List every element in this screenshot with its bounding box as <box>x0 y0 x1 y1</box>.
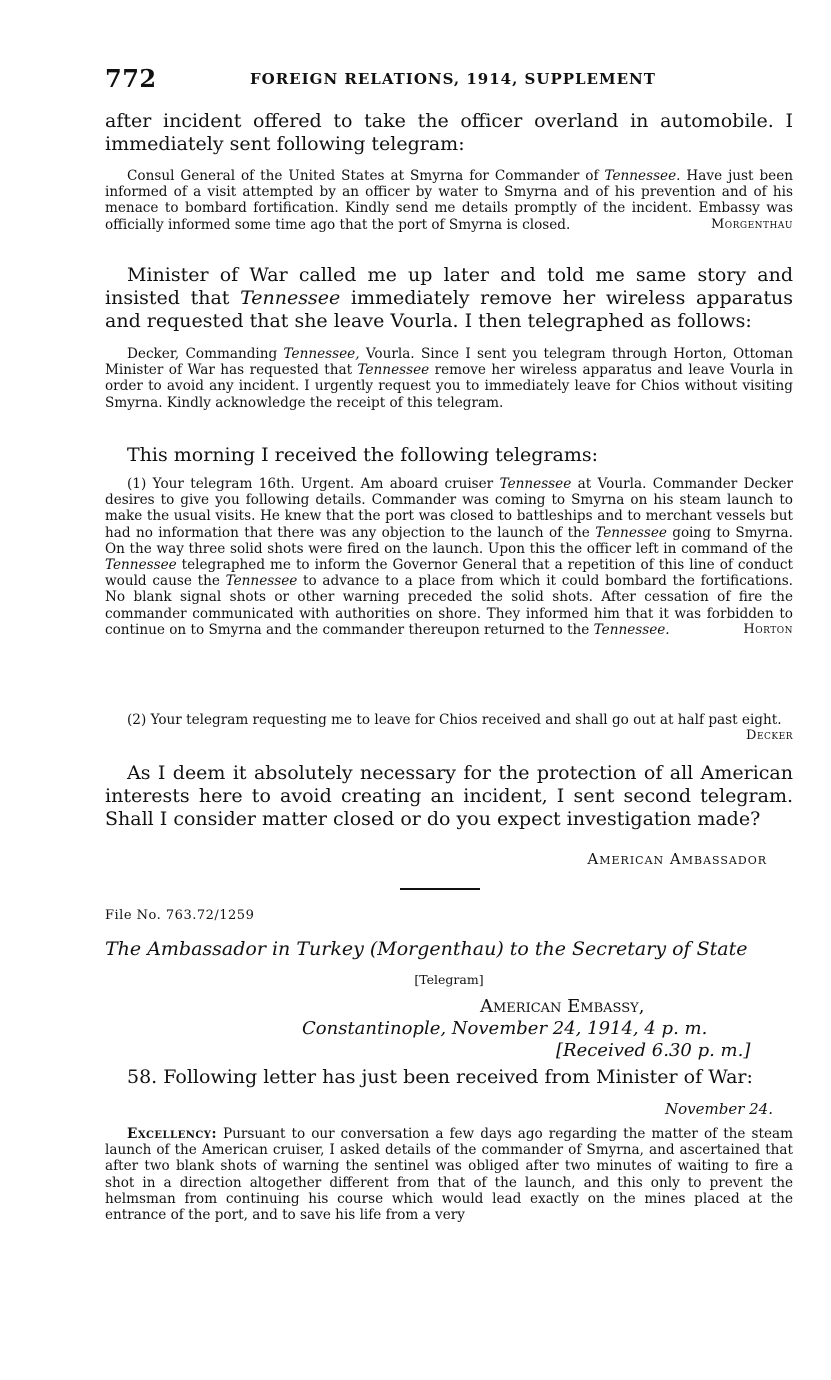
para-text-1: Minister of War called me up later and told me same story and insisted that <box>105 264 793 309</box>
sender-embassy: American Embassy, <box>480 996 645 1017</box>
section-divider <box>400 888 480 890</box>
telegram-text: (2) Your telegram requesting me to leave for Chios received and shall go out at half past eight. <box>127 712 782 728</box>
signature-horton: Horton <box>743 621 793 637</box>
telegram-text-3: remove her wireless apparatus and leave Vourla in order to avoid any incident. I urgently request you to immediately leave for Chios without visiting Smyrna. Kindly acknowledge the receipt of this telegram. <box>105 362 793 411</box>
received-time: [Received 6.30 p. m.] <box>556 1040 751 1061</box>
ship-name: Tennessee <box>225 573 298 590</box>
signature-decker: Decker <box>746 728 793 744</box>
letter-text: Pursuant to our conversation a few days ago regarding the matter of the steam launch of the American cruiser, I asked details of the commander of Smyrna, and ascertained that after two blank shots of warning the sentinel was obliged after two minutes of waiting to fire a shot in a direction altogether different from that of the launch, and this only to prevent the helmsman from continuing his course which would lead exactly on the mines placed at the entrance of the port, and to save his life from a very <box>105 1126 793 1224</box>
ship-name: Tennessee <box>357 362 430 379</box>
telegram-text-2: Have just been informed of a visit attempted by an officer by water to Smyrna and of his prevention and of his menace to bombard fortification. Kindly send me details promptly of the incident. Embassy was officially informed some time ago that the port of Smyrna is closed. <box>105 168 793 233</box>
signature-american-ambassador: American Ambassador <box>587 850 767 868</box>
signature-morgenthau: Morgenthau <box>710 216 793 232</box>
telegram-text-3: going to Smyrna. On the way three solid shots were fired on the launch. Upon this the officer left in command of the <box>105 524 793 557</box>
document-type: [Telegram] <box>414 972 484 987</box>
telegram-text-4: telegraphed me to inform the Governor General that a repetition of this line of conduct would cause the <box>105 557 793 590</box>
telegram-text-2: Vourla. Since I sent you telegram through Horton, Ottoman Minister of War has requested that <box>105 346 793 379</box>
opening-line: 58. Following letter has just been received from Minister of War: <box>127 1066 753 1088</box>
ship-name: Tennessee <box>105 557 177 574</box>
salutation: Excellency: <box>127 1126 217 1142</box>
para-text-2: immediately remove her wireless apparatus and requested that she leave Vourla. I then telegraphed as follows: <box>105 287 793 332</box>
telegram-text-5: to advance to a place from which it could bombard the fortifications. No blank signal shots or other warning preceded the solid shots. After cessation of fire the commander communicated with authorities on shore. They informed him that it was forbidden to continue on to Smyrna and the commander thereupon returned to the <box>105 573 793 638</box>
telegram-text-1: Decker, Commanding <box>127 346 284 362</box>
file-number: File No. 763.72/1259 <box>105 908 255 923</box>
telegram-text-2: at Vourla. Commander Decker desires to give you following details. Commander was coming to Smyrna on his steam launch to make the usual visits. He knew that the port was closed to battleships and to merchant vessels but had no information that there was any objection to the launch of the <box>105 476 793 541</box>
ship-name: Tennessee <box>595 524 667 541</box>
ship-name: Tennessee <box>240 287 341 309</box>
ship-name: Tennessee, <box>283 346 360 362</box>
running-head: FOREIGN RELATIONS, 1914, SUPPLEMENT <box>250 70 656 88</box>
telegram-decker <box>105 346 793 411</box>
received-telegrams-paragraph: This morning I received the following telegrams: <box>127 444 599 466</box>
letter-body <box>105 1126 793 1223</box>
telegram-decker-reply <box>105 712 793 744</box>
closing-paragraph: As I deem it absolutely necessary for the protection of all American interests here to avoid creating an incident, I sent second telegram. Shall I consider matter closed or do you expect investigation made? <box>105 762 793 830</box>
telegram-consul-general <box>105 168 793 233</box>
telegram-horton <box>105 476 793 638</box>
page-number: 772 <box>105 64 157 93</box>
page-header <box>105 64 795 98</box>
telegram-text-1: (1) Your telegram 16th. Urgent. Am aboard cruiser <box>127 476 500 492</box>
minister-of-war-paragraph <box>105 264 793 333</box>
letter-date: November 24. <box>664 1100 773 1118</box>
ship-name: Tennessee <box>499 476 572 492</box>
place-date: Constantinople, November 24, 1914, 4 p. m. <box>302 1018 708 1039</box>
document-title: The Ambassador in Turkey (Morgenthau) to the Secretary of State <box>105 938 748 960</box>
ship-name: Tennessee. <box>593 621 670 638</box>
intro-paragraph: after incident offered to take the officer overland in automobile. I immediately sent following telegram: <box>105 110 793 155</box>
telegram-text-1: Consul General of the United States at Smyrna for Commander of <box>127 168 605 184</box>
ship-name: Tennessee. <box>604 168 681 184</box>
